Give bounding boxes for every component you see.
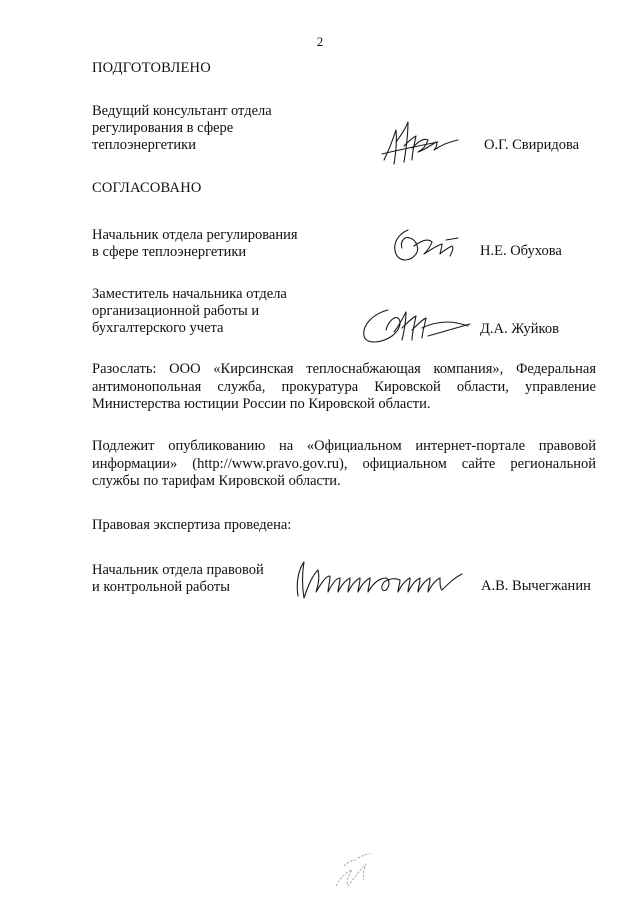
position-line: в сфере теплоэнергетики: [92, 244, 247, 260]
publication-line: службы по тарифам Кировской области.: [92, 473, 341, 489]
distribution-line: антимонопольная служба, прокуратура Кировской области, управление: [92, 378, 596, 395]
position-line: теплоэнергетики: [92, 137, 196, 153]
distribution-paragraph: [92, 361, 596, 414]
publication-line: Подлежит опубликованию на «Официальном интернет-портале правовой: [92, 438, 596, 454]
signature-vychegzhanin: [290, 556, 470, 606]
position-line: Заместитель начальника отдела: [92, 286, 287, 302]
publication-paragraph: [92, 438, 596, 491]
position-line: Ведущий консультант отдела: [92, 103, 272, 119]
legal-review-position: [92, 562, 264, 596]
position-line: Начальник отдела регулирования: [92, 227, 298, 243]
signature-sviridova: [378, 112, 468, 172]
prepared-position: [92, 103, 272, 154]
page-number: 2: [316, 34, 324, 49]
legal-review-name: А.В. Вычегжанин: [481, 578, 591, 594]
signature-zhuikov: [358, 302, 478, 348]
distribution-line: Разослать: ООО «Кирсинская теплоснабжающая компания», Федеральная: [92, 361, 596, 377]
agreed-signer-1-name: Н.Е. Обухова: [480, 243, 562, 259]
legal-review-statement: Правовая экспертиза проведена:: [92, 517, 292, 533]
position-line: бухгалтерского учета: [92, 320, 224, 336]
signature-obukhova: [386, 218, 466, 268]
agreed-signer-1-position: [92, 227, 298, 261]
position-line: регулирования в сфере: [92, 120, 234, 136]
publication-line: информации» (http://www.pravo.gov.ru), официальном сайте региональной: [92, 455, 596, 472]
position-line: организационной работы и: [92, 303, 260, 319]
position-line: и контрольной работы: [92, 579, 230, 595]
prepared-name: О.Г. Свиридова: [484, 137, 580, 153]
agreed-heading: СОГЛАСОВАНО: [92, 180, 202, 196]
agreed-signer-2-name: Д.А. Жуйков: [480, 321, 559, 337]
position-line: Начальник отдела правовой: [92, 562, 264, 578]
distribution-line: Министерства юстиции России по Кировской области.: [92, 396, 431, 412]
agreed-signer-2-position: [92, 286, 287, 337]
initials-mark: [330, 848, 380, 892]
prepared-heading: ПОДГОТОВЛЕНО: [92, 60, 211, 76]
